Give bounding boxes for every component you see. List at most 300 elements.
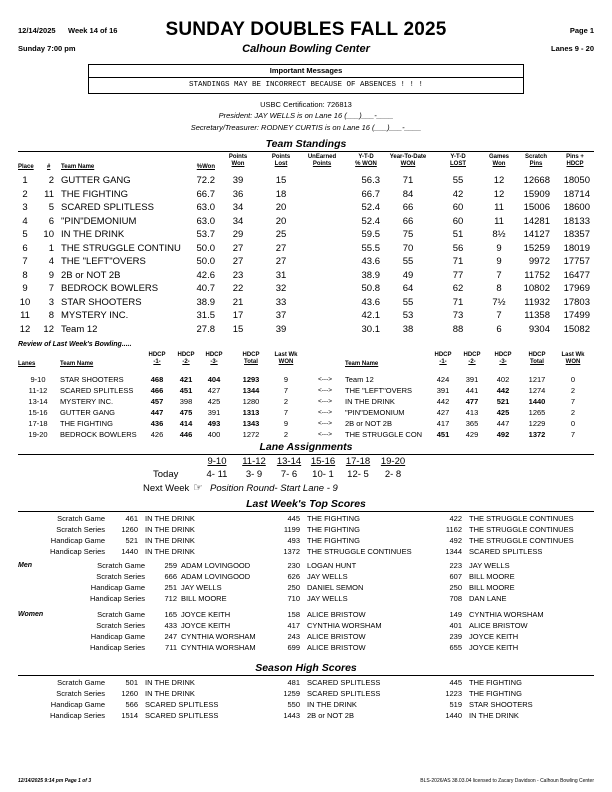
games-won-cell: 11 (494, 202, 504, 213)
team-b-score: 417 (436, 419, 450, 428)
rev-col-btotal: HDCP Total (528, 352, 546, 365)
bowling-center-name: Calhoun Bowling Center (242, 43, 370, 55)
season-high-title: Season High Scores (255, 662, 357, 674)
pct-won-cell: 42.6 (196, 269, 215, 281)
score-value: 1372 (283, 547, 300, 556)
col-ytd-won: Year-To-Date WON (389, 154, 427, 167)
team-name-cell: THE STRUGGLE CONTINU (61, 242, 181, 254)
lane-pairs-row (0, 457, 612, 467)
team-a-score: 421 (179, 375, 193, 384)
scratch-pins-cell: 14127 (523, 229, 550, 240)
team-name: IN THE DRINK (145, 536, 195, 545)
score-row (0, 595, 612, 605)
team-a-score: 466 (150, 386, 164, 395)
standings-row (0, 217, 612, 227)
team-b-score: 427 (436, 408, 450, 417)
points-won-cell: 34 (232, 215, 244, 227)
lanes-cell: 19-20 (28, 430, 48, 439)
ytd-lost-cell: 71 (452, 296, 464, 308)
score-value: 655 (449, 643, 462, 652)
standings-row (0, 284, 612, 294)
versus-arrow: <---> (317, 409, 333, 416)
pct-won-cell: 31.5 (196, 310, 215, 321)
lane-pair-header: 15-16 (310, 456, 336, 467)
team-b-won: 0 (570, 419, 576, 428)
team-a-score: 426 (150, 430, 164, 439)
scratch-pins-cell: 11932 (524, 296, 550, 308)
score-value: 1440 (445, 711, 462, 720)
score-row (0, 712, 612, 722)
score-row (0, 690, 612, 700)
bowler-name: JOYCE KEITH (469, 632, 519, 641)
today-assignment: 12- 5 (347, 469, 369, 480)
rev-col-team-b: Team Name (345, 361, 379, 367)
ytd-won-cell: 55 (402, 296, 414, 308)
ytd-pct-cell: 59.5 (361, 229, 380, 240)
score-value: 250 (287, 583, 300, 592)
standings-row (0, 203, 612, 213)
games-won-cell: 9 (496, 242, 502, 254)
team-a-score: 446 (179, 430, 193, 439)
pins-hdcp-cell: 17499 (563, 310, 590, 321)
score-value: 247 (164, 632, 177, 641)
team-a-score: 391 (207, 408, 221, 417)
women-label: Women (18, 611, 44, 618)
score-value: 712 (164, 594, 177, 603)
score-value: 250 (449, 583, 462, 592)
bowler-name: JOYCE KEITH (181, 621, 231, 630)
team-name-cell: MYSTERY INC. (61, 310, 129, 321)
team-b-score: 391 (436, 386, 450, 395)
rev-col-team-a: Team Name (60, 361, 94, 367)
bowler-name: ALICE BRISTOW (307, 632, 366, 641)
team-b-score: 447 (496, 419, 510, 428)
rev-col-b1: HDCP -1- (434, 352, 452, 365)
team-number-cell: 1 (48, 242, 54, 254)
team-name: IN THE DRINK (145, 514, 195, 523)
team-name: THE STRUGGLE CONTINUES (469, 514, 574, 523)
points-won-cell: 39 (232, 175, 244, 186)
bowler-name: JOYCE KEITH (181, 610, 231, 619)
standings-row (0, 271, 612, 281)
team-b-score: 441 (465, 386, 479, 395)
rev-col-atotal: HDCP Total (242, 352, 260, 365)
versus-arrow: <---> (317, 387, 333, 394)
score-value: 493 (287, 536, 300, 545)
score-value: 626 (287, 572, 300, 581)
week-label: Week 14 of 16 (68, 26, 118, 35)
team-b-score: 521 (496, 397, 510, 406)
ytd-won-cell: 70 (402, 242, 414, 254)
score-category: Handicap Series (89, 594, 145, 603)
team-b-won: 7 (570, 430, 576, 439)
review-row (0, 420, 612, 430)
review-row (0, 431, 612, 441)
points-won-cell: 21 (232, 296, 244, 308)
score-value: 158 (287, 610, 300, 619)
league-day-time: Sunday 7:00 pm (18, 44, 76, 53)
ytd-pct-cell: 43.6 (361, 296, 380, 308)
score-value: 1199 (283, 525, 300, 534)
team-a-name: SCARED SPLITLESS (60, 386, 134, 395)
team-b-name: Team 12 (345, 375, 374, 384)
ytd-pct-cell: 52.4 (361, 202, 380, 213)
team-b-won: 0 (570, 375, 576, 384)
scratch-pins-cell: 15259 (523, 242, 550, 254)
lane-assignments-title: Lane Assignments (259, 441, 353, 453)
score-category: Handicap Game (90, 583, 145, 592)
points-lost-cell: 25 (275, 229, 287, 240)
rev-col-a1: HDCP -1- (148, 352, 166, 365)
score-category: Scratch Game (97, 561, 145, 570)
team-name: THE FIGHTING (307, 536, 360, 545)
team-b-score: 477 (465, 397, 479, 406)
points-lost-cell: 15 (275, 175, 287, 186)
score-value: 243 (287, 632, 300, 641)
team-number-cell: 6 (48, 215, 54, 227)
team-name-cell: SCARED SPLITLESS (61, 202, 154, 213)
lane-pair-header: 11-12 (242, 456, 266, 467)
team-name-cell: Team 12 (61, 323, 98, 335)
points-won-cell: 36 (232, 188, 244, 200)
messages-text: STANDINGS MAY BE INCORRECT BECAUSE OF ABSENCES ! ! ! (188, 81, 424, 89)
team-a-score: 1344 (242, 386, 260, 395)
standings-row (0, 190, 612, 200)
lanes-cell: 13-14 (28, 397, 48, 406)
bowler-name: ALICE BRISTOW (307, 610, 366, 619)
pointing-hand-icon: ☞ (193, 482, 203, 494)
standings-row (0, 244, 612, 254)
points-won-cell: 23 (232, 269, 244, 281)
next-week-label: Next Week (143, 483, 190, 494)
bowler-name: CYNTHIA WORSHAM (181, 643, 256, 652)
team-a-name: BEDROCK BOWLERS (60, 430, 137, 439)
pct-won-cell: 53.7 (196, 229, 215, 240)
games-won-cell: 8½ (492, 229, 506, 240)
score-row (0, 515, 612, 525)
ytd-lost-cell: 55 (452, 175, 464, 186)
score-category: Handicap Game (50, 536, 105, 545)
ytd-lost-cell: 60 (452, 202, 464, 213)
report-date: 12/14/2025 (18, 26, 56, 35)
team-b-score: 451 (436, 430, 450, 439)
pins-hdcp-cell: 18133 (563, 215, 590, 227)
bowler-name: BILL MOORE (469, 572, 515, 581)
ytd-lost-cell: 71 (452, 256, 464, 267)
ytd-won-cell: 64 (402, 283, 414, 294)
team-name: IN THE DRINK (145, 547, 195, 556)
col-games-won: Games Won (488, 154, 509, 167)
score-row (0, 584, 612, 594)
pct-won-cell: 27.8 (196, 323, 215, 335)
team-b-score: 424 (436, 375, 450, 384)
team-name-cell: THE FIGHTING (61, 188, 129, 200)
pct-won-cell: 50.0 (196, 242, 215, 254)
score-value: 607 (449, 572, 462, 581)
secretary-line: Secretary/Treasurer: RODNEY CURTIS is on Lane 16 (___)___-____ (190, 123, 422, 132)
score-value: 251 (164, 583, 177, 592)
points-lost-cell: 37 (275, 310, 287, 321)
team-a-score: 1343 (242, 419, 260, 428)
pins-hdcp-cell: 16477 (563, 269, 590, 281)
games-won-cell: 12 (493, 188, 505, 200)
rev-col-b2: HDCP -2- (463, 352, 481, 365)
team-b-score: 492 (496, 430, 510, 439)
team-number-cell: 12 (43, 323, 54, 335)
ytd-won-cell: 66 (402, 215, 414, 227)
footer-print-info: 12/14/2025 9:14 pm Page 1 of 3 (18, 778, 92, 784)
rev-col-awon: Last Wk WON (274, 352, 298, 365)
team-a-name: GUTTER GANG (60, 408, 116, 417)
score-value: 710 (287, 594, 300, 603)
ytd-won-cell: 75 (402, 229, 414, 240)
team-a-score: 475 (179, 408, 193, 417)
team-name-cell: IN THE DRINK (61, 229, 125, 240)
score-row (0, 644, 612, 654)
team-b-score: 365 (465, 419, 479, 428)
rev-col-bwon: Last Wk WON (561, 352, 585, 365)
lanes-range: Lanes 9 - 20 (551, 44, 594, 53)
bowler-name: JAY WELLS (307, 594, 348, 603)
score-value: 433 (164, 621, 177, 630)
bowler-name: BILL MOORE (469, 583, 515, 592)
team-a-score: 468 (150, 375, 164, 384)
team-name: SCARED SPLITLESS (307, 678, 381, 687)
points-won-cell: 27 (232, 256, 244, 267)
ytd-lost-cell: 56 (452, 242, 464, 254)
pins-hdcp-cell: 17803 (563, 296, 590, 308)
pct-won-cell: 40.7 (196, 283, 215, 294)
today-assignment: 10- 1 (312, 469, 334, 480)
ytd-lost-cell: 62 (452, 283, 464, 294)
games-won-cell: 9 (496, 256, 502, 267)
games-won-cell: 7 (496, 269, 502, 281)
versus-arrow: <---> (317, 431, 333, 438)
pct-won-cell: 38.9 (196, 296, 215, 308)
ytd-lost-cell: 73 (452, 310, 464, 321)
col-points-won: Points Won (228, 154, 248, 167)
ytd-pct-cell: 55.5 (361, 242, 380, 254)
place-cell: 7 (22, 256, 28, 267)
points-won-cell: 22 (232, 283, 244, 294)
team-b-score: 1229 (528, 419, 546, 428)
place-cell: 9 (22, 283, 28, 294)
ytd-lost-cell: 60 (452, 215, 464, 227)
team-b-name: IN THE DRINK (345, 397, 395, 406)
team-b-name: THE STRUGGLE CON (345, 430, 423, 439)
standings-row (0, 298, 612, 308)
score-value: 519 (449, 700, 462, 709)
lanes-cell: 9-10 (30, 375, 46, 384)
team-a-score: 1313 (242, 408, 260, 417)
team-name: SCARED SPLITLESS (145, 711, 219, 720)
team-name-cell: GUTTER GANG (61, 175, 131, 186)
usbc-certification: USBC Certification: 726813 (260, 100, 352, 109)
score-row (0, 633, 612, 643)
page-title: SUNDAY DOUBLES FALL 2025 (165, 19, 447, 40)
team-name: SCARED SPLITLESS (307, 689, 381, 698)
important-messages-box (88, 64, 524, 94)
place-cell: 8 (22, 269, 28, 281)
ytd-pct-cell: 38.9 (361, 269, 380, 281)
team-number-cell: 5 (48, 202, 54, 213)
score-category: Handicap Game (50, 700, 105, 709)
team-number-cell: 7 (48, 283, 54, 294)
men-label: Men (18, 562, 32, 569)
pins-hdcp-cell: 18019 (563, 242, 590, 254)
score-value: 1223 (445, 689, 462, 698)
score-value: 417 (287, 621, 300, 630)
pins-hdcp-cell: 17757 (563, 256, 590, 267)
team-a-won: 7 (283, 386, 289, 395)
team-b-score: 425 (496, 408, 510, 417)
bowler-name: ADAM LOVINGOOD (181, 572, 251, 581)
games-won-cell: 11 (494, 215, 504, 227)
ytd-lost-cell: 42 (452, 188, 464, 200)
points-won-cell: 15 (232, 323, 244, 335)
bowler-name: CYNTHIA WORSHAM (181, 632, 256, 641)
place-cell: 4 (22, 215, 28, 227)
bowler-name: LOGAN HUNT (307, 561, 357, 570)
bowler-name: CYNTHIA WORSHAM (469, 610, 544, 619)
score-value: 550 (287, 700, 300, 709)
rev-col-b3: HDCP -3- (494, 352, 512, 365)
team-a-won: 2 (283, 397, 289, 406)
col-pins-hdcp: Pins + HDCP (566, 154, 584, 167)
points-lost-cell: 33 (275, 296, 287, 308)
score-value: 422 (449, 514, 462, 523)
team-a-score: 457 (150, 397, 164, 406)
points-lost-cell: 18 (275, 188, 287, 200)
score-value: 239 (449, 632, 462, 641)
team-b-won: 2 (570, 386, 576, 395)
lane-pair-header: 19-20 (380, 456, 406, 467)
score-category: Scratch Series (96, 621, 145, 630)
team-name: THE STRUGGLE CONTINUES (469, 536, 574, 545)
score-category: Scratch Game (97, 610, 145, 619)
review-row (0, 376, 612, 386)
score-category: Handicap Series (49, 711, 105, 720)
ytd-pct-cell: 52.4 (361, 215, 380, 227)
score-value: 401 (449, 621, 462, 630)
score-value: 492 (449, 536, 462, 545)
lanes-cell: 17-18 (28, 419, 48, 428)
score-row (0, 622, 612, 632)
score-value: 445 (287, 514, 300, 523)
ytd-won-cell: 38 (402, 323, 414, 335)
top-scores-title: Last Week's Top Scores (246, 498, 366, 510)
col-pct-won: %Won (196, 164, 215, 170)
messages-title: Important Messages (269, 66, 343, 75)
pct-won-cell: 63.0 (196, 215, 215, 227)
team-b-name: "PIN"DEMONIUM (345, 408, 405, 417)
col-scratch-pins: Scratch Pins (524, 154, 547, 167)
score-row (0, 548, 612, 558)
lane-pair-header: 17-18 (345, 456, 371, 467)
team-name: THE STRUGGLE CONTINUES (307, 547, 412, 556)
games-won-cell: 7½ (492, 296, 506, 308)
team-a-score: 404 (207, 375, 221, 384)
lane-pair-header: 13-14 (276, 456, 302, 467)
points-lost-cell: 20 (275, 215, 287, 227)
bowler-name: ALICE BRISTOW (469, 621, 528, 630)
team-b-score: 429 (465, 430, 479, 439)
team-name: THE STRUGGLE CONTINUES (469, 525, 574, 534)
team-b-score: 1217 (528, 375, 546, 384)
team-a-score: 493 (207, 419, 221, 428)
score-value: 1443 (283, 711, 300, 720)
team-name: IN THE DRINK (145, 689, 195, 698)
score-value: 445 (449, 678, 462, 687)
today-label: Today (153, 469, 179, 480)
team-a-score: 447 (150, 408, 164, 417)
scratch-pins-cell: 11358 (524, 310, 550, 321)
pct-won-cell: 66.7 (196, 188, 215, 200)
ytd-won-cell: 55 (402, 256, 414, 267)
points-lost-cell: 31 (275, 269, 287, 281)
pins-hdcp-cell: 18357 (563, 229, 590, 240)
place-cell: 2 (22, 188, 28, 200)
scratch-pins-cell: 15006 (523, 202, 550, 213)
bowler-name: JAY WELLS (181, 583, 222, 592)
points-lost-cell: 39 (275, 323, 287, 335)
score-value: 711 (165, 643, 177, 652)
points-won-cell: 27 (232, 242, 244, 254)
pins-hdcp-cell: 17969 (563, 283, 590, 294)
ytd-lost-cell: 77 (452, 269, 464, 281)
scratch-pins-cell: 11752 (524, 269, 550, 281)
points-won-cell: 17 (232, 310, 244, 321)
standings-header (0, 154, 612, 174)
place-cell: 3 (22, 202, 28, 213)
team-a-won: 7 (283, 408, 289, 417)
pct-won-cell: 50.0 (196, 256, 215, 267)
team-number-cell: 2 (48, 175, 54, 186)
score-row (0, 701, 612, 711)
scratch-pins-cell: 10802 (523, 283, 550, 294)
team-b-score: 402 (496, 375, 510, 384)
team-a-won: 9 (283, 375, 289, 384)
score-value: 259 (164, 561, 177, 570)
team-a-score: 398 (179, 397, 193, 406)
today-assignment: 3- 9 (245, 469, 263, 480)
score-value: 1260 (121, 689, 138, 698)
col-number: # (47, 164, 51, 170)
scratch-pins-cell: 9304 (528, 323, 550, 335)
score-value: 1440 (121, 547, 138, 556)
bowler-name: BILL MOORE (181, 594, 227, 603)
team-b-name: 2B or NOT 2B (345, 419, 392, 428)
team-name: IN THE DRINK (469, 711, 519, 720)
standings-row (0, 176, 612, 186)
pins-hdcp-cell: 18050 (563, 175, 590, 186)
team-number-cell: 11 (44, 188, 54, 200)
team-b-score: 442 (496, 386, 510, 395)
team-b-score: 1372 (528, 430, 546, 439)
team-number-cell: 8 (48, 310, 54, 321)
score-category: Handicap Series (89, 643, 145, 652)
rev-col-a3: HDCP -3- (205, 352, 223, 365)
team-a-score: 400 (207, 430, 221, 439)
games-won-cell: 12 (493, 175, 505, 186)
team-a-score: 436 (150, 419, 164, 428)
score-row (0, 611, 612, 621)
place-cell: 12 (19, 323, 31, 335)
team-name-cell: STAR SHOOTERS (61, 296, 142, 308)
ytd-won-cell: 49 (402, 269, 414, 281)
team-a-score: 1293 (242, 375, 260, 384)
team-a-score: 451 (179, 386, 193, 395)
